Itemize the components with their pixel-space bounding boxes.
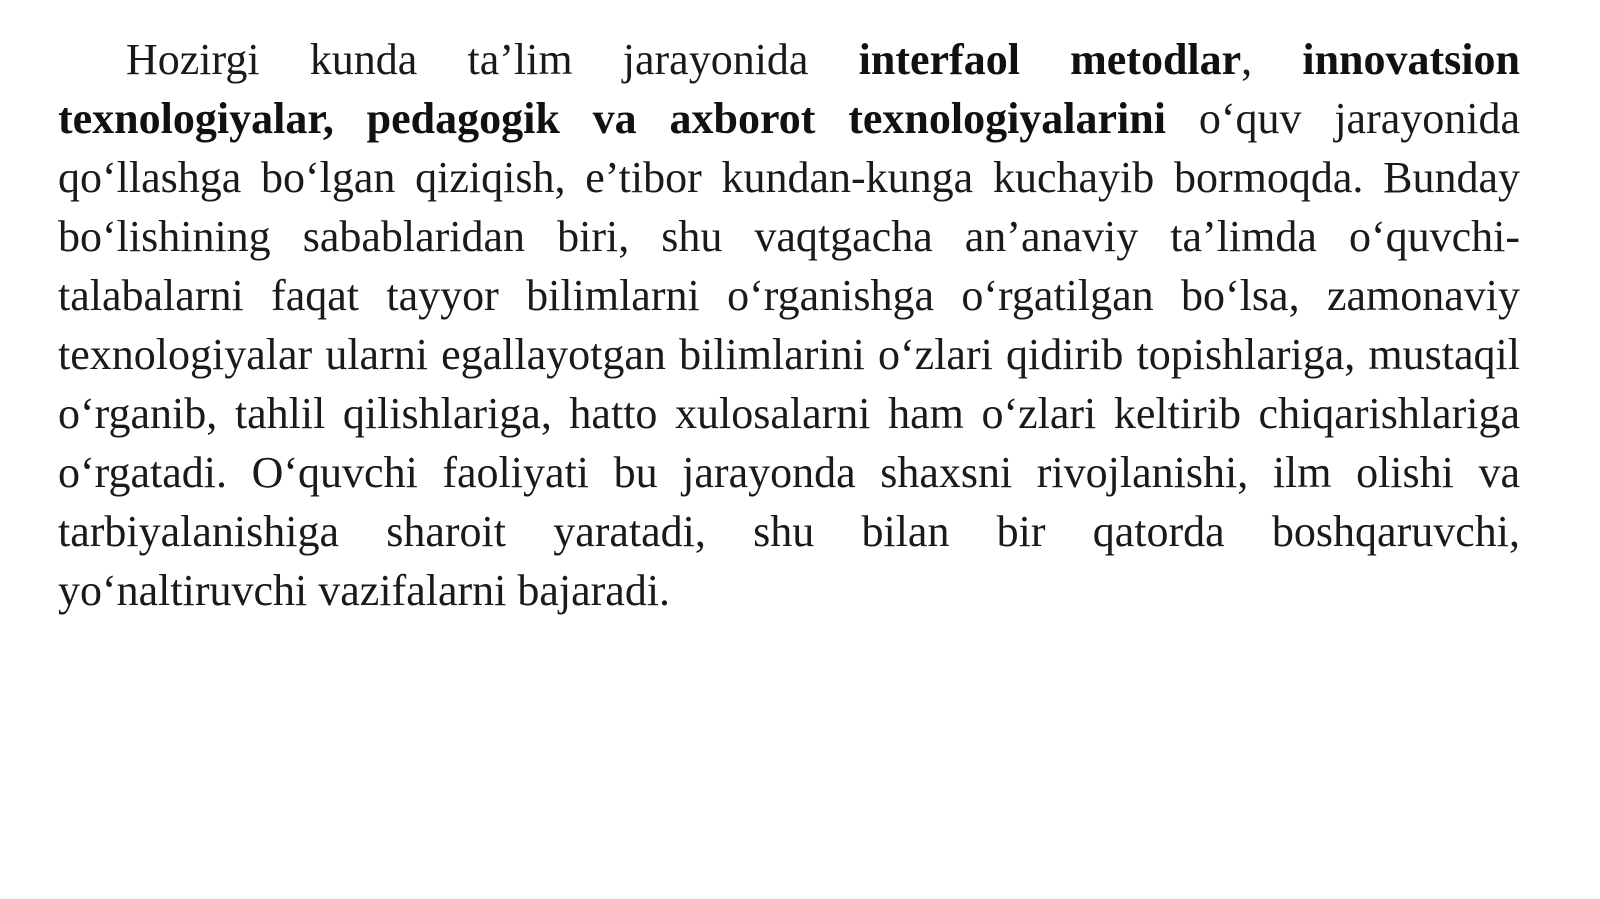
text-segment: o‘quv jarayonida qo‘llashga bo‘lgan qiziqish, e’tibor kundan-kunga kuchayib bormoqda. Bunday bo‘lishining sabablaridan biri, shu vaqtgacha an’anaviy ta’limda o‘quvchi-talabalarni faqat tayyor bilimlarni o‘rganishga o‘rgatilgan bo‘lsa, zamonaviy texnologiyalar ularni egallayotgan bilimlarini o‘zlari qidirib topishlariga, mustaqil o‘rganib, tahlil qilishlariga, hatto xulosalarni ham o‘zlari keltirib chiqarishlariga o‘rgatadi. O‘quvchi faoliyati bu jarayonda shaxsni rivojlanishi, ilm olishi va tarbiyalanishiga sharoit yaratadi, shu bilan bir qatorda boshqaruvchi, yo‘naltiruvchi vazifalarni bajaradi. bbox=[58, 94, 1521, 615]
bold-term-technologies: innovatsion texnologiyalar, pedagogik va axborot texnologiyalarini bbox=[58, 35, 1520, 143]
text-segment: , bbox=[1241, 35, 1303, 84]
text-segment: Hozirgi kunda ta’lim jarayonida bbox=[126, 35, 859, 84]
bold-term-interfaol-metodlar: interfaol metodlar bbox=[858, 35, 1242, 84]
body-paragraph bbox=[58, 30, 1520, 620]
